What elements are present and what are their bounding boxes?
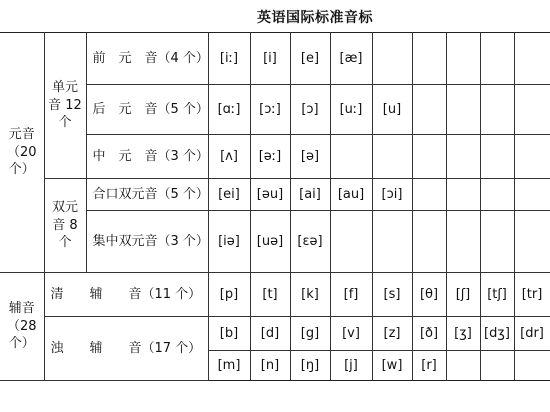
table-row (0, 317, 550, 351)
phonetic-table (0, 32, 550, 381)
voiceless-consonants-label: 清 辅 音（11 个） (44, 273, 208, 317)
phonetic-symbol: [i] (250, 33, 290, 85)
phonetic-symbol: [g] (290, 317, 330, 351)
phonetic-symbol: [ʌ] (208, 135, 250, 179)
phonetic-symbol: [əː] (250, 135, 290, 179)
phonetic-symbol: [s] (372, 273, 412, 317)
empty-cell (412, 135, 446, 179)
phonetic-symbol: [m] (208, 351, 250, 381)
empty-cell (514, 85, 550, 135)
empty-cell (446, 33, 480, 85)
empty-cell (480, 85, 514, 135)
vowels-label-line: （20 (6, 144, 37, 160)
phonetic-symbol: [iː] (208, 33, 250, 85)
page-title: 英语国际标准音标 (257, 10, 373, 26)
empty-cell (480, 135, 514, 179)
phonetic-symbol: [θ] (412, 273, 446, 317)
back-vowels-label: 后 元 音（5 个） (86, 85, 208, 135)
phonetic-symbol: [b] (208, 317, 250, 351)
phonetic-symbol: [tʃ] (480, 273, 514, 317)
empty-cell (446, 351, 480, 381)
phonetic-symbol: [z] (372, 317, 412, 351)
consonants-label (0, 300, 44, 353)
empty-cell (514, 351, 550, 381)
vowels-label-line: 元音 (8, 127, 35, 143)
phonetic-symbol: [ɔi] (372, 179, 412, 211)
phonetic-symbol: [dʒ] (480, 317, 514, 351)
consonants-label-line: 辅音 (8, 301, 35, 317)
empty-cell (514, 179, 550, 211)
table-row (0, 179, 550, 211)
phonetic-symbol: [uː] (330, 85, 372, 135)
central-vowels-label: 中 元 音（3 个） (86, 135, 208, 179)
empty-cell (446, 179, 480, 211)
empty-cell (446, 135, 480, 179)
phonetic-symbol: [əu] (250, 179, 290, 211)
monophthongs-subcategory-cell (44, 33, 86, 179)
consonants-label-line: （28 (6, 318, 37, 334)
centering-diphthongs-label: 集中双元音（3 个） (86, 211, 208, 273)
phonetic-symbol: [r] (412, 351, 446, 381)
phonetic-symbol: [tr] (514, 273, 550, 317)
phonetic-symbol: [f] (330, 273, 372, 317)
phonetic-symbol: [ʃ] (446, 273, 480, 317)
empty-cell (514, 135, 550, 179)
empty-cell (372, 33, 412, 85)
diphthongs-label-line: 个 (58, 235, 72, 251)
phonetic-symbol: [w] (372, 351, 412, 381)
empty-cell (446, 85, 480, 135)
phonetic-symbol: [ŋ] (290, 351, 330, 381)
empty-cell (372, 135, 412, 179)
empty-cell (480, 179, 514, 211)
empty-cell (514, 211, 550, 273)
phonetic-symbol: [iə] (208, 211, 250, 273)
phonetic-symbol: [ɔː] (250, 85, 290, 135)
consonants-category-cell (0, 273, 44, 381)
diphthongs-label-line: 双元 (51, 200, 78, 216)
monophthongs-label-line: 单元 (51, 80, 78, 96)
phonetic-symbol: [dr] (514, 317, 550, 351)
empty-cell (480, 351, 514, 381)
phonetic-symbol: [ʒ] (446, 317, 480, 351)
diphthongs-subcategory-cell (44, 179, 86, 273)
phonetic-table-body (0, 33, 550, 381)
empty-cell (372, 211, 412, 273)
phonetic-symbol: [ei] (208, 179, 250, 211)
vowels-category-cell (0, 33, 44, 273)
phonetic-symbol: [p] (208, 273, 250, 317)
table-row (0, 273, 550, 317)
phonetic-symbol: [k] (290, 273, 330, 317)
phonetic-symbol: [v] (330, 317, 372, 351)
consonants-label-line: 个） (8, 336, 35, 352)
phonetic-symbol: [ɑː] (208, 85, 250, 135)
front-vowels-label: 前 元 音（4 个） (86, 33, 208, 85)
phonetic-symbol: [æ] (330, 33, 372, 85)
vowels-label (0, 126, 44, 179)
empty-cell (330, 135, 372, 179)
phonetic-symbol: [εə] (290, 211, 330, 273)
monophthongs-label-line: 个 (58, 115, 72, 131)
phonetic-symbol: [ə] (290, 135, 330, 179)
vowels-label-line: 个） (8, 162, 35, 178)
empty-cell (412, 211, 446, 273)
empty-cell (480, 33, 514, 85)
table-row (0, 33, 550, 85)
empty-cell (412, 179, 446, 211)
phonetic-symbol: [d] (250, 317, 290, 351)
empty-cell (412, 85, 446, 135)
phonetic-symbol: [ð] (412, 317, 446, 351)
empty-cell (412, 33, 446, 85)
empty-cell (446, 211, 480, 273)
phonetic-symbol: [u] (372, 85, 412, 135)
phonetic-symbol: [uə] (250, 211, 290, 273)
phonetic-symbol: [e] (290, 33, 330, 85)
voiced-consonants-label: 浊 辅 音（17 个） (44, 317, 208, 381)
empty-cell (330, 211, 372, 273)
empty-cell (480, 211, 514, 273)
phonetic-symbol: [ɔ] (290, 85, 330, 135)
phonetic-symbol: [t] (250, 273, 290, 317)
phonetic-symbol: [au] (330, 179, 372, 211)
phonetic-symbol: [j] (330, 351, 372, 381)
empty-cell (514, 33, 550, 85)
diphthongs-label-line: 音 8 (52, 217, 78, 233)
monophthongs-label-line: 音 12 (48, 97, 82, 113)
closing-diphthongs-label: 合口双元音（5 个） (86, 179, 208, 211)
phonetic-symbol: [ai] (290, 179, 330, 211)
phonetic-symbol: [n] (250, 351, 290, 381)
